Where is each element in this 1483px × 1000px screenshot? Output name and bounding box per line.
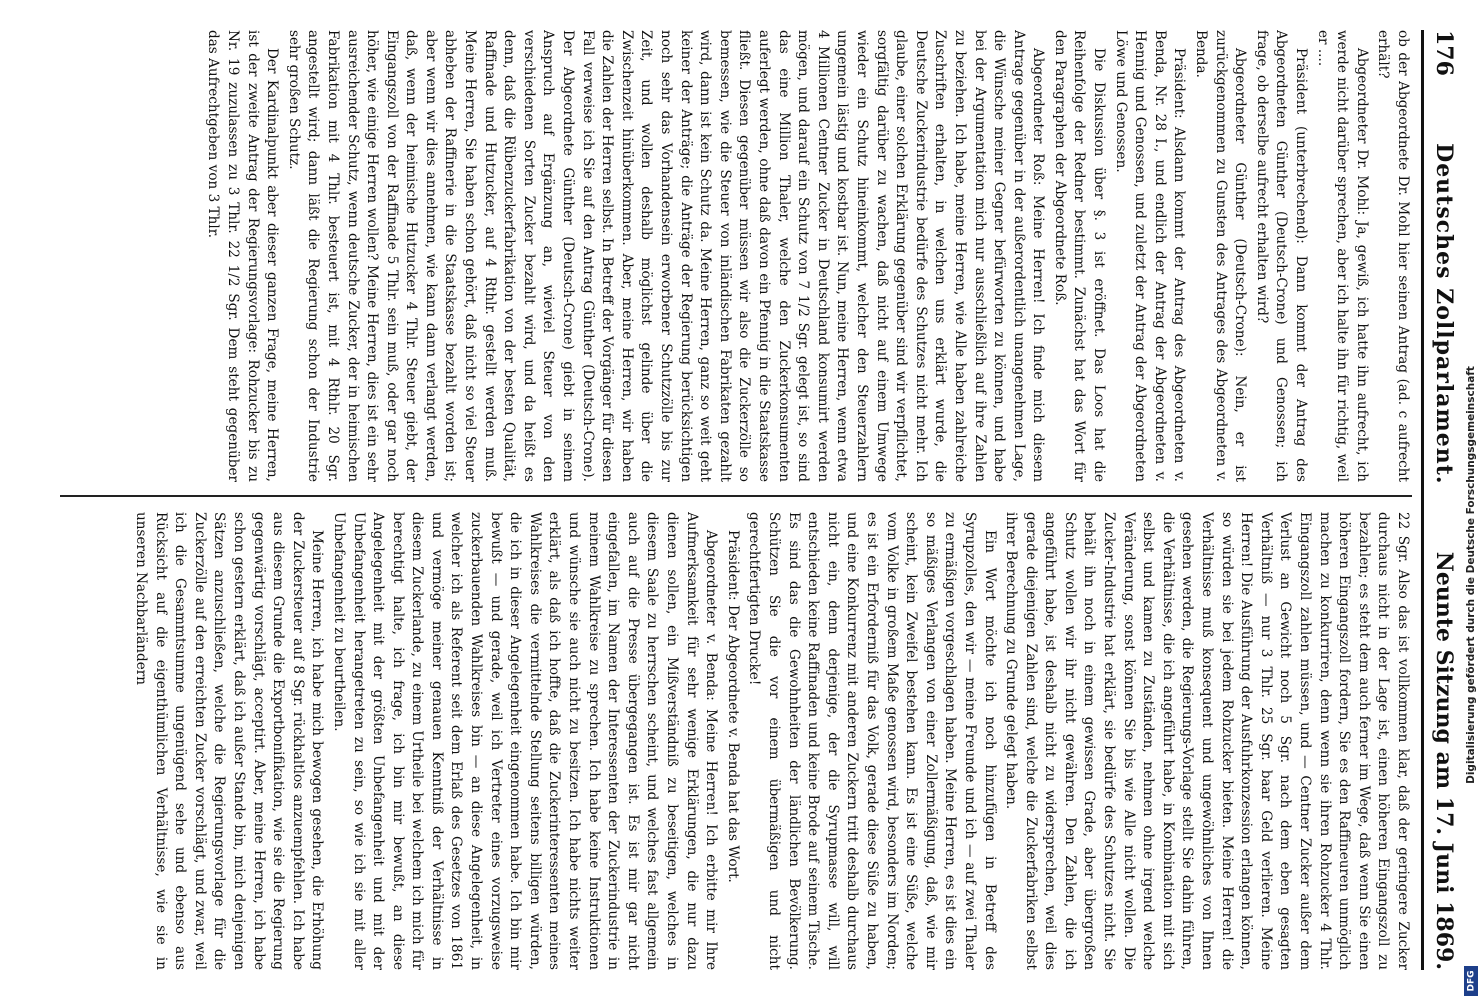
paragraph: Die Diskussion über §. 3 ist eröffnet. Das Loos hat die Reihenfolge der Redner bestimmt. Zunächst hat das Wort für den Paragraphen der Abgeordnete Roß.	[1051, 30, 1108, 482]
paragraph: Präsident: Alsdann kommt der Antrag des Abgeordneten v. Benda, Nr. 28 I., und endlich der Antrag der Abgeordneten v. Hennig und Genossen, und zuletzt der Antrag der Abgeordneten Löwe und Genossen.	[1112, 30, 1188, 482]
dfg-logo-text: DFG	[1466, 970, 1477, 992]
paragraph: Ein Wort möchte ich noch hinzufügen in Betreff des Syrupzolles, den wir — meine Freunde und ich — auf zwei Thaler zu ermäßigen vorgeschlagen haben. Meine Herren, es ist dies ein so mäßiges Verlangen von einer Zollermäßigung, daß, wie mir scheint, kein Zweifel bestehen kann. Es ist eine Süße, welche vom Volke in großem Maße genossen wird, besonders im Norden; es ist ein Erforderniß für das Volk, gerade diese Süße zu haben, und eine Konkurrenz mit anderen Zuckern tritt deshalb durchaus nicht ein, denn derjenige, der die Syrupmasse will, will entschieden keine Raffinaden und keine Brode auf seinem Tische. Es sind das die Gewohnheiten der ländlichen Bevölkerung. Schützen Sie die vor einem übermäßigen und nicht gerechtfertigten Drucke!	[746, 512, 998, 970]
right-column	[60, 512, 1412, 970]
page-number: 176	[1431, 30, 1457, 76]
journal-title: Deutsches Zollparlament.	[1431, 143, 1457, 485]
column-divider	[60, 495, 1412, 497]
dfg-logo	[1464, 966, 1478, 996]
paragraph: 22 Sgr. Also das ist vollkommen klar, daß der geringere Zucker durchaus nicht in der Lage ist, einen höheren Eingangszoll zu bezahlen; es steht dem auch ferner im Wege, daß wenn Sie einen höheren Eingangszoll fordern, Sie es den Raffineuren unmöglich machen zu konkurriren, denn wenn sie ihren Rohzucker 4 Thlr. Eingangszoll zahlen müssen, und — Centner Zucker außer dem Verlust an Gewicht noch 5 Sgr. nach dem eben gesagten Verhältniß — nur 3 Thlr. 25 Sgr. baar Geld verlieren. Meine Herren! Die Ausführung der Ausfuhrkonzession erlangen können, so würden sie bei jedem Rohzucker bieten. Meine Herren! die Verhältnisse muß konsequent und ungewöhnliches von Ihnen gesehen werden, die Regierungs-Vorlage stellt Sie dahin führen, die Verhältnisse, die ich angeführt habe, in Kombination mit sich selbst und kamen zu Zuständen, nehmen ohne irgend welche Veränderung, sonst können Sie bis wie Alle nicht wollen. Die Zucker-Industrie hat erklärt, sie bedürfe des Schutzes nicht. Sie behält ihn noch in einem gewissen Grade, aber übergroßen Schutz wollen wir ihr nicht gewähren. Den Zahlen, die ich angeführt habe, ist deshalb nicht zu widersprechen, weil dies gerade diejenigen Zahlen sind, welche die Zuckerfabriken selbst ihrer Berechnung zu Grunde gelegt haben.	[1003, 512, 1411, 970]
left-column	[60, 30, 1412, 482]
session-date: Neunte Sitzung am 17. Juni 1869.	[1431, 551, 1457, 970]
paragraph: Abgeordneter v. Benda: Meine Herren! Ich erbitte mir Ihre Aufmerksamkeit für sehr wenige Erklärungen, die nur dazu dienen sollen, ein Mißverständniß zu beseitigen, welches in diesem Saale zu herrschen scheint, und welches fast allgemein auch auf die Presse übergegangen ist. Es ist mir gar nicht eingefallen, im Namen der Interessenten der Zuckerindustrie in meinem Wahlkreise zu sprechen. Ich habe keine Instruktionen und wünsche sie auch nicht zu besitzen. Ich habe nichts weiter erklärt, als daß ich hoffte, daß die Zuckerinteressenten meines Wahlkreises die vermittelnde Stellung seitens billigen würden, die ich in dieser Angelegenheit eingenommen habe. Ich bin mir bewußt — und gerade, weil ich Vertreter eines vorzugsweise zuckerbauenden Wahlkreises bin — an diese Angelegenheit, in welcher ich als Referent seit dem Erlaß des Gesetzes von 1861 und vermöge meiner genauen Kenntniß der Verhältnisse in diesem Zuckerlande, zu einem Urtheile bei welchem ich mich für berechtigt halte, ich frage, ich bin mir bewußt, an diese Angelegenheit mit der größten Unbefangenheit und mit der Unbefangenheit herangetreten zu sein, so wie ich sie mit aller Unbefangenheit zu beurtheilen.	[330, 512, 720, 970]
paragraph: Abgeordneter Dr. Mohl: Ja, gewiß, ich hatte ihn aufrecht, ich werde nicht darüber sprechen, aber ich halte ihn für richtig, weil er ....	[1314, 30, 1370, 482]
digitization-note: Digitalisierung gefördert durch die Deutsche Forschungsgemeinschaft	[1465, 366, 1477, 784]
paragraph: Abgeordneter Günther (Deutsch-Crone): Nein, er ist zurückgenommen zu Gunsten des Antrages des Abgeordneten v. Benda.	[1193, 30, 1249, 482]
page-header	[1421, 30, 1464, 970]
paragraph: Der Kardinalpunkt aber dieser ganzen Frage, meine Herren, ist der zweite Antrag der Regierungsvorlage: Rohzucker bis zu Nr. 19 zuzulassen zu 3 Thlr. 22 1/2 Sgr. Dem steht gegenüber das Aufrechtgeben von 3 Thlr.	[205, 30, 281, 482]
paragraph: Abgeordneter Roß: Meine Herren! Ich finde mich diesem Antrage gegenüber in der außerordentlich unangenehmen Lage, die Wünsche meiner Gegner befürworten zu können, und habe bei der Argumentation mich nur ausschließlich auf ihre Zahlen zu beziehen. Ich habe, meine Herren, wie Alle haben zahlreiche Zuschriften erhalten, in welchen uns erklärt wurde, die Deutsche Zuckerindustrie bedürfe des Schutzes nicht mehr. Ich glaube, einer solchen Erklärung gegenüber sind wir verpflichtet, sorgfältig darüber zu wachen, daß nicht auf einem Umwege wieder ein Schutz hineinkommt, welcher den Steuerzahlern ungemein lästig und kostbar ist. Nun, meine Herren, wenn etwa 4 Millionen Centner Zucker in Deutschland konsumirt werden mögen, und darauf ein Schutz von 7 1/2 Sgr. gelegt ist, so sind das eine Million Thaler, welche den Zuckerkonsumenten auferlegt werden, ohne daß davon ein Pfennig in die Staatskasse fließt. Diesen gegenüber müssen wir also die Zuckerzölle so bemessen, wie die Steuer von inländischen Fabrikaten gezahlt wird, dann ist kein Schutz da. Meine Herren, ganz so weit geht keiner der Anträge; die Anträge der Regierung berücksichtigen noch sehr das Vorhandensein erworbener Schutzzölle bis zur Zeit, und wollen deshalb möglichst gelinde über die Zwischenzeit hinüberkommen. Aber, meine Herren, wir haben die Zahlen der Herren selbst. In Betreff der Vorgänger für diesen Fall verweise ich Sie auf den Antrag Günther (Deutsch-Crone). Der Abgeordnete Günther (Deutsch-Crone) giebt in seinem Anspruch auf Ergänzung an, wieviel Steuer von den verschiedenen Sorten Zucker bezahlt wird, und da heißt es denn, daß die Rübenzuckerfabrikation von der besten Qualität, Raffinade und Hutzucker, auf 4 Rthlr. gestellt werden muß. Meine Herren, Sie haben schon gehört, daß nicht so viel Steuer abheben der Raffinerie in die Staatskasse bezahlt worden ist; aber wenn wir dies annehmen, wie kann dann verlangt werden, daß, wenn der heimische Hutzucker 4 Thlr. Steuer giebt, der Eingangszoll von der Raffinade 5 Thlr. sein muß, oder gar noch höher, wie einige Herren wollen? Meine Herren, dies ist ein sehr ausreichender Schutz, wenn deutsche Zucker, der in heimischen Fabrikation mit 4 Thlr. besteuert ist, mit 4 Rthlr. 20 Sgr. angestellt wird; dann läßt die Regierung schon der Industrie sehr großen Schutz.	[285, 30, 1047, 482]
paragraph: Präsident (unterbrechend): Dann kommt der Antrag des Abgeordneten Günther (Deutsch-Crone) und Genossen; ich frage, ob derselbe aufrecht erhalten wird?	[1253, 30, 1310, 482]
digitization-strip	[1461, 0, 1481, 1000]
paragraph: Präsident: Der Abgeordnete v. Benda hat das Wort.	[724, 530, 741, 883]
paragraph: Meine Herren, ich habe mich bewogen gesehen, die Erhöhung der Zuckersteuer auf 8 Sgr. rückhaltlos anzuempfehlen. Ich habe aus diesem Grunde die Exportbonifikation, wie sie die Regierung gegenwärtig vorschlägt, acceptirt. Aber, meine Herren, ich habe schon gestern erklärt, daß ich außer Stande bin, mich denjenigen Sätzen anzuschließen, welche die Regierungsvorlage für die Zuckerzölle auf den erreichten Zucker vorschlägt, und zwar, weil ich die Gesammtsumme ungenügend sehe und ebenso aus Rücksicht auf die eigenthümlichen Verhältnisse, wie sie in unseren Nachbarländern	[133, 512, 326, 970]
paragraph: ob der Abgeordnete Dr. Mohl hier seinen Antrag (ad. c aufrecht erhält?	[1375, 30, 1411, 482]
